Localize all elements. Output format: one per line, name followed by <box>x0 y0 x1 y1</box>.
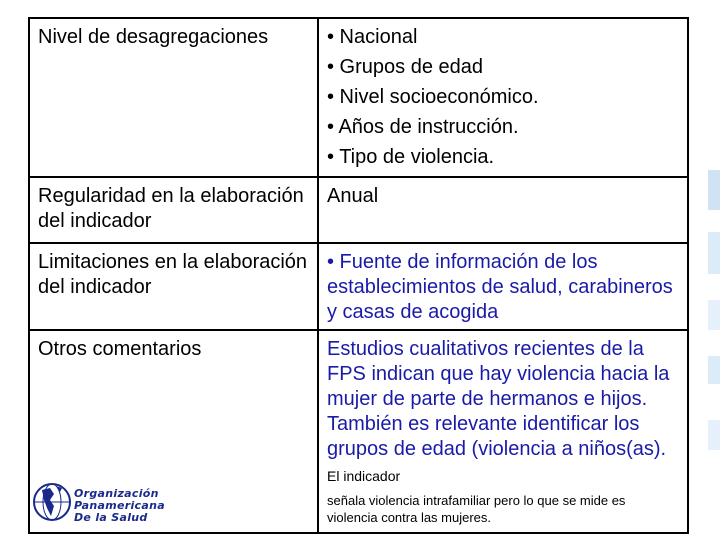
decorative-stripe <box>708 300 720 330</box>
list-item: • Tipo de violencia. <box>327 146 495 168</box>
indicator-table <box>28 17 689 534</box>
bullet-list <box>327 22 679 172</box>
value-text: • Fuente de información de los establecimientos de salud, carabineros y casas de acogida <box>327 251 673 323</box>
row-label <box>29 243 318 330</box>
label-text: Regularidad en la elaboración del indicador <box>38 185 304 232</box>
decorative-stripe <box>708 232 720 274</box>
row-label <box>29 18 318 177</box>
logo-line: De la Salud <box>74 511 148 524</box>
logo-line: Organización <box>74 487 159 500</box>
label-text: Limitaciones en la elaboración del indicador <box>38 251 308 298</box>
logo-text <box>74 488 165 524</box>
decorative-stripe <box>708 420 720 450</box>
table-row <box>29 330 688 533</box>
comment-main-text: Estudios cualitativos recientes de la FPS indican que hay violencia hacia la mujer de parte de hermanos e hijos. También es relevante identificar los grupos de edad (violencia a niños(as). <box>327 338 670 460</box>
value-text: Anual <box>327 185 379 207</box>
label-text: Nivel de desagregaciones <box>38 26 269 48</box>
row-value <box>318 177 688 243</box>
table-row <box>29 18 688 177</box>
row-value <box>318 330 688 533</box>
table-row <box>29 243 688 330</box>
row-label <box>29 177 318 243</box>
decorative-stripe <box>708 170 720 210</box>
list-item: • Nivel socioeconómico. <box>327 86 539 108</box>
row-value <box>318 18 688 177</box>
paho-logo <box>32 478 165 524</box>
row-value <box>318 243 688 330</box>
list-item: • Nacional <box>327 26 418 48</box>
comment-small-text: señala violencia intrafamiliar pero lo que se mide es violencia contra las mujeres. <box>327 493 626 525</box>
decorative-stripe <box>708 356 720 384</box>
logo-line: Panamericana <box>74 499 165 512</box>
comment-mid-text: El indicador <box>327 468 401 484</box>
table-row <box>29 177 688 243</box>
globe-icon <box>32 478 72 524</box>
row-label <box>29 330 318 533</box>
list-item: • Años de instrucción. <box>327 116 519 138</box>
list-item: • Grupos de edad <box>327 56 483 78</box>
label-text: Otros comentarios <box>38 338 202 360</box>
